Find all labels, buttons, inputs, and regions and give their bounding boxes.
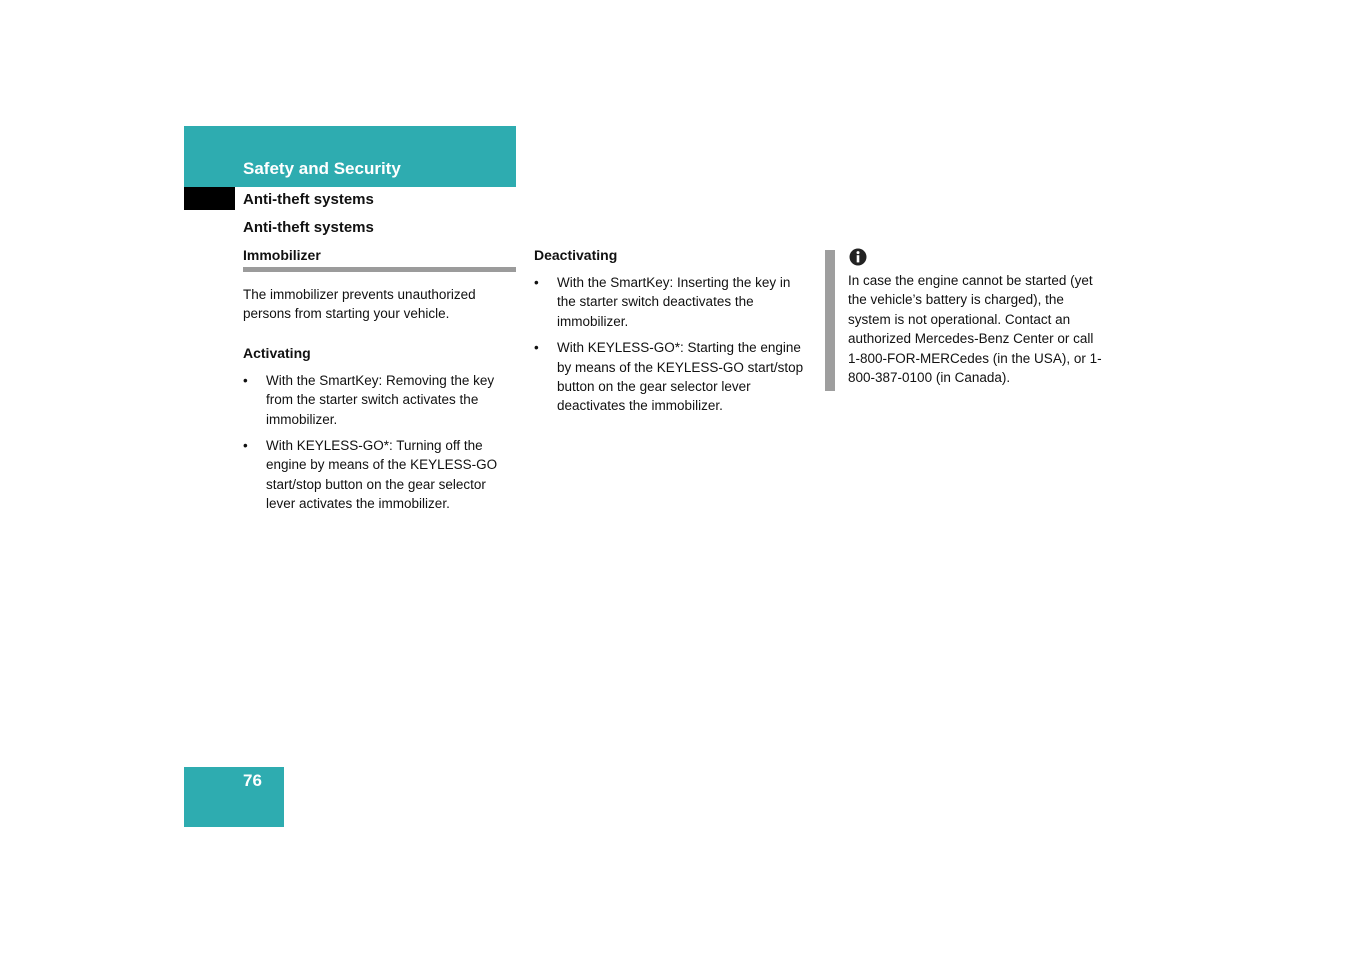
info-note-text: In case the engine cannot be started (yet the vehicle’s battery is charged), the system is not operational. Contact an authorized Mercedes-Benz Center or call 1-800-FOR-MERCedes (in the USA), or 1-800-387-0100 (in Canada). — [848, 273, 1102, 386]
deactivating-heading: Deactivating — [534, 247, 618, 263]
page-number: 76 — [243, 771, 262, 790]
column-left — [243, 246, 516, 521]
deactivating-list — [534, 273, 806, 416]
list-item-text: With the SmartKey: Inserting the key in the starter switch deactivates the immobilizer. — [557, 275, 791, 329]
immobilizer-heading: Immobilizer — [243, 247, 321, 263]
chapter-title: Safety and Security — [243, 159, 401, 178]
page-number-tab — [184, 767, 284, 827]
list-item — [243, 436, 516, 514]
info-icon — [849, 248, 867, 266]
bullet-icon: • — [534, 275, 539, 290]
info-note-bar — [825, 250, 835, 391]
list-item-text: With the SmartKey: Removing the key from the starter switch activates the immobilizer. — [266, 372, 495, 427]
section-marker-tab — [184, 187, 235, 210]
heading-rule — [243, 267, 516, 272]
list-item — [534, 338, 806, 416]
list-item — [243, 371, 516, 429]
list-item-text: With KEYLESS-GO*: Turning off the engine by means of the KEYLESS-GO start/stop button on the gear selector lever activates the immobilizer. — [266, 438, 498, 512]
section-title: Anti-theft systems — [243, 191, 374, 208]
column-middle — [534, 246, 806, 423]
bullet-icon: • — [243, 438, 248, 454]
list-item — [534, 273, 806, 331]
activating-list — [243, 371, 516, 514]
list-item-text: With KEYLESS-GO*: Starting the engine by means of the KEYLESS-GO start/stop button on the gear selector lever deactivates the immobilizer. — [557, 340, 804, 414]
bullet-icon: • — [534, 340, 539, 356]
immobilizer-intro: The immobilizer prevents unauthorized persons from starting your vehicle. — [243, 287, 476, 322]
page-heading: Anti-theft systems — [243, 219, 374, 236]
bullet-icon: • — [243, 372, 248, 388]
activating-heading: Activating — [243, 344, 311, 361]
